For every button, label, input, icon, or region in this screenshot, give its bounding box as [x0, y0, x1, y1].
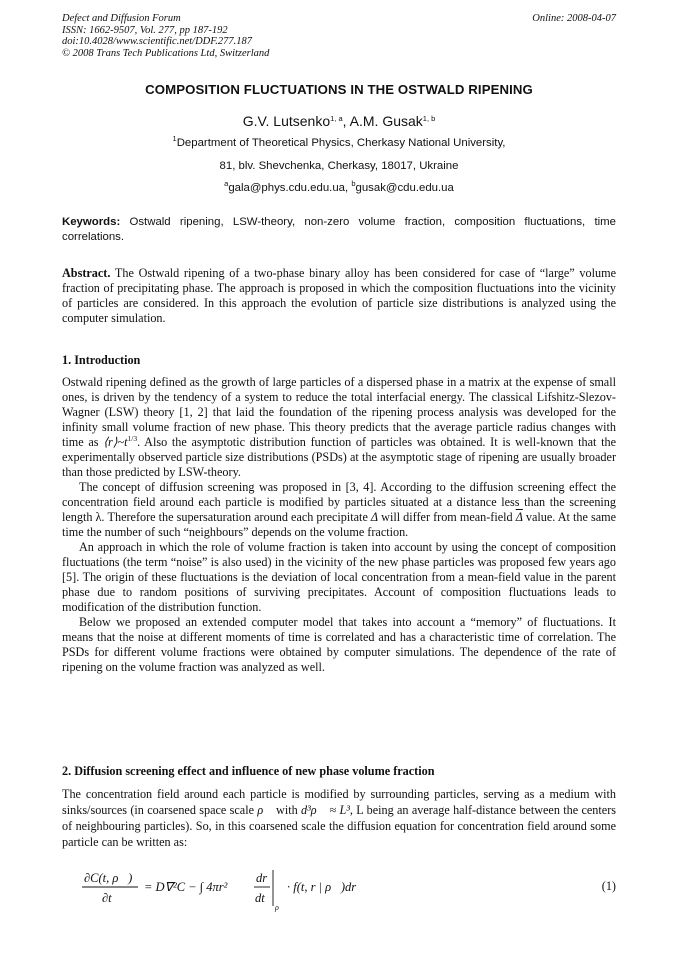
abstract	[62, 266, 616, 326]
section-heading-introduction: 1. Introduction	[62, 353, 141, 367]
paragraph: An approach in which the role of volume fraction is taken into account by using the concept of composition fluctuations (the term “noise” is also used) in the vicinity of the new phase particles was proposed few years ago [5]. The origin of these fluctuations is the deviation of local concentration from a mean-field value in the parent phase due to random positions of surviving precipitates. Account of composition fluctuations leads to modification of the distribution function.	[62, 540, 616, 614]
author-name: G.V. Lutsenko	[242, 113, 331, 129]
email-line	[62, 179, 616, 194]
equation-graphic	[82, 866, 616, 914]
inline-symbol: ρ⃗	[257, 803, 273, 817]
section-heading-diffusion-screening: 2. Diffusion screening effect and influence of new phase volume fraction	[62, 764, 435, 778]
introduction-body	[62, 375, 616, 675]
author-name: A.M. Gusak	[349, 113, 423, 129]
affiliation-text: Department of Theoretical Physics, Cherkasy National University,	[176, 137, 506, 149]
equation-number: (1)	[601, 879, 616, 893]
doi-line: doi:10.4028/www.scientific.net/DDF.277.187	[62, 36, 253, 47]
paragraph-text: will differ from mean-field	[378, 510, 516, 524]
keywords-label: Keywords:	[62, 216, 121, 228]
paragraph	[62, 786, 616, 850]
keywords	[62, 215, 616, 245]
email-superscript: a	[224, 179, 229, 188]
abstract-text: The Ostwald ripening of a two-phase binary alloy has been considered for case of “large” volume fraction of precipitating phase. The approach is proposed in which the composition fluctuations into the vicinity of particles are considered. In this approach the evolution of particle size distributions is analyzed using the computer simulation.	[62, 266, 616, 325]
affiliation-superscript: 1	[172, 134, 177, 143]
paragraph-text: with	[272, 803, 302, 817]
paragraph-text: The concentration field around each particle is modified by surrounding particles, serving as a medium with sinks/sources (in coarsened space scale	[62, 787, 616, 817]
online-date: Online: 2008-04-07	[532, 13, 616, 24]
paragraph-text: Ostwald ripening defined as the growth of large particles of a dispersed phase in a matrix at the expense of small ones, is driven by the tendency of a system to reduce the total interfacial energy. The classical Lifshitz-Slezov-Wagner (LSW) theory [1, 2] that laid the foundation of the ripening process analysis was developed for the infinity small volume fraction of new phase. This theory predicts that the average particle radius changes with time as	[62, 375, 616, 449]
inline-symbol: $\overline{\Delta}$	[515, 510, 523, 524]
journal-header	[62, 13, 269, 59]
dr-numerator: dr	[256, 871, 268, 885]
equation-tail: · f(t, r | ρ⃗)dr	[287, 880, 357, 894]
paragraph	[62, 480, 616, 540]
formula-exponent: 1/3	[127, 434, 138, 443]
journal-name: Defect and Diffusion Forum	[62, 13, 181, 24]
paragraph	[62, 375, 616, 480]
equation-lhs-denominator: ∂t	[102, 891, 112, 905]
address: 81, blv. Shevchenka, Cherkasy, 18017, Ukraine	[219, 160, 459, 172]
inline-symbol: Δ	[370, 510, 379, 524]
equation-lhs-numerator: ∂C(t, ρ⃗)	[84, 871, 133, 885]
paragraph-text: , L being an average half-distance between the centers of neighbouring particles). So, in this coarsened scale the diffusion equation for concentration field around some particle can be written as:	[62, 803, 617, 849]
equation-1	[82, 866, 616, 914]
section2-body	[62, 786, 616, 850]
issn-line: ISSN: 1662-9507, Vol. 277, pp 187-192	[62, 24, 228, 36]
copyright-line: © 2008 Trans Tech Publications Ltd, Switzerland	[62, 47, 270, 59]
affiliation	[62, 134, 616, 149]
paper-title: COMPOSITION FLUCTUATIONS IN THE OSTWALD RIPENING	[145, 82, 533, 97]
dr-denominator: dt	[255, 891, 265, 905]
paragraph-text: value. At the same time the number of such “neighbours” depends on the volume fraction.	[62, 510, 616, 539]
equation-rhs: = D∇²C − ∫ 4πr²	[144, 880, 228, 894]
email-superscript: b	[351, 179, 356, 188]
evaluation-subscript: ρ	[275, 903, 279, 912]
inline-formula: ⟨r⟩~t	[103, 435, 128, 449]
paragraph: Below we proposed an extended computer model that takes into account a “memory” of fluctuations. It means that the noise at different moments of time is correlated and has a characteristic time of correlation. The PSDs for different volume fractions were obtained by computer simulations. The dependence of the rate of ripening on the volume fraction was analyzed as well.	[62, 615, 616, 674]
email-b: gusak@cdu.edu.ua	[355, 182, 454, 194]
author-superscript: 1, b	[422, 114, 436, 123]
paragraph-text: The concept of diffusion screening was proposed in [3, 4]. According to the diffusion screening effect the concentration field around each particle is modified by particles situated at a distance less than the screening length λ. Therefore the supersaturation around each precipitate	[62, 480, 616, 524]
abstract-label: Abstract.	[62, 266, 111, 280]
paragraph-text: . Also the asymptotic distribution function of particles was obtained. It is well-known that the experimentally observed particle size distributions (PSDs) at the asymptotic stage of ripening are usually broader than those predicted by LSW-theory.	[62, 435, 616, 479]
keywords-text: Ostwald ripening, LSW-theory, non-zero volume fraction, composition fluctuations, time correlations.	[62, 216, 616, 243]
author-list	[62, 113, 616, 129]
author-superscript: 1, a	[330, 114, 343, 123]
inline-formula: d³ρ⃗ ≈ L³	[301, 803, 350, 817]
author-separator: ,	[342, 113, 350, 129]
email-a: gala@phys.cdu.edu.ua,	[228, 182, 352, 194]
